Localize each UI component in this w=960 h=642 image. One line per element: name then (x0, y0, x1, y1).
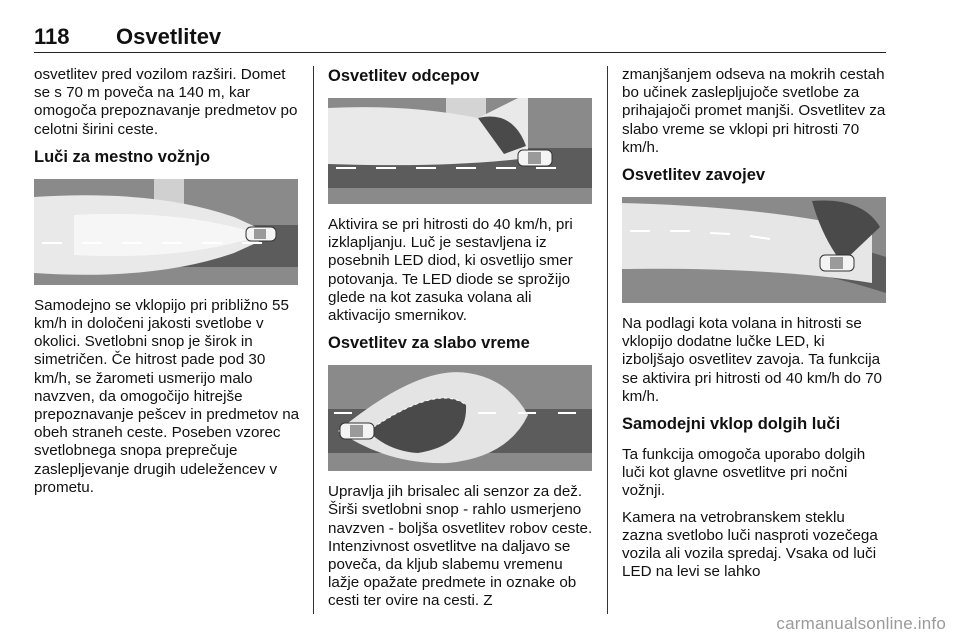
section-heading: Osvetlitev zavojev (622, 166, 766, 185)
column-divider (607, 66, 608, 614)
junction-light-illustration (328, 98, 592, 204)
page-header (34, 20, 886, 53)
section-heading: Osvetlitev odcepov (328, 67, 480, 85)
section-heading: Osvetlitev za slabo vreme (328, 334, 530, 353)
column-1 (34, 66, 300, 505)
column-divider (313, 66, 314, 614)
watermark: carmanualsonline.info (776, 614, 946, 633)
chapter-title: Osvetlitev (116, 24, 222, 49)
column-3 (622, 66, 888, 589)
column-2 (328, 66, 594, 619)
body-paragraph: Kamera na vetrobranskem steklu zazna svetlobo luči nasproti vozečega vozila ali vozila spredaj. Vsaka od luči LED na levi se lahko (622, 508, 878, 581)
body-paragraph: Samodejno se vklopijo pri približno 55 km/h in določeni jakosti svetlobe v okolici. Svetlobni snop je širok in simetričen. Če hitrost pade pod 30 km/h, se žarometi usmerijo malo navzven, da omogočijo hitrejše prepoznavanje pešcev in predmetov na obeh straneh ceste. Poseben vzorec svetlobnega snopa preprečuje zaslepljevanje drugih udeležencev v prometu. (34, 296, 300, 496)
body-paragraph: Aktivira se pri hitrosti do 40 km/h, pri izklapljanju. Luč je sestavljena iz posebnih LED diod, ki osvetlijo smer potovanja. Te LED diode se sprožijo glede na kot zasuka volana ali aktivacijo smernikov. (328, 216, 573, 325)
body-paragraph: Ta funkcija omogoča uporabo dolgih luči kot glavne osvetlitve pri nočni vožnji. (622, 446, 866, 500)
cornering-light-illustration (622, 197, 886, 303)
bad-weather-light-illustration (328, 365, 592, 471)
section-heading: Luči za mestno vožnjo (34, 147, 211, 166)
intro-paragraph: zmanjšanjem odseva na mokrih cestah bo učinek zaslepljujoče svetlobe za prihajajoči promet manjši. Osvetlitev za slabo vreme se vklopi pri hitrosti 70 km/h. (622, 66, 886, 156)
body-paragraph: Upravlja jih brisalec ali senzor za dež. Širši svetlobni snop - rahlo usmerjeno navzven - boljša osvetlitev robov ceste. Intenzivnost osvetlitve na daljavo se poveča, da kljub slabemu vremenu lažje opažate predmete in oznake ob cesti ter ovire na cesti. Z (328, 483, 593, 610)
city-light-illustration (34, 179, 298, 285)
page-number: 118 (34, 24, 70, 49)
section-heading: Samodejni vklop dolgih luči (622, 415, 841, 434)
intro-paragraph: osvetlitev pred vozilom razširi. Domet se s 70 m poveča na 140 m, kar omogoča prepoznavanje predmetov po celotni širini ceste. (34, 66, 298, 138)
body-paragraph: Na podlagi kota volana in hitrosti se vklopijo dodatne lučke LED, ki izboljšajo osvetlitev zavoja. Ta funkcija se aktivira pri hitrosti od 40 km/h do 70 km/h. (622, 315, 882, 405)
